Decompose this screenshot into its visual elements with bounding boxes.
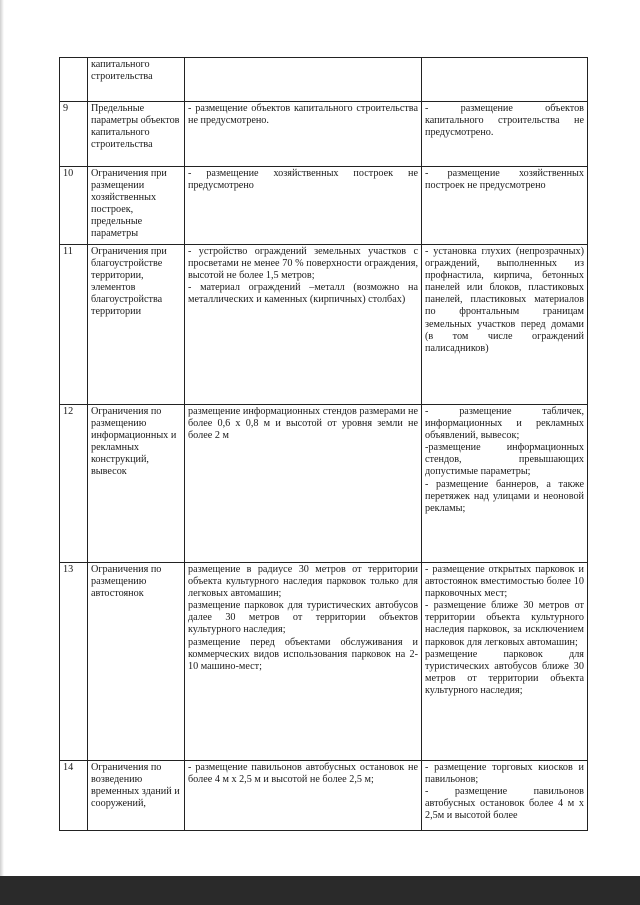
prohibited-cell: - размещение табличек, информационных и рекламных объявлений, вывесок; -размещение информационных стендов, превышающих допустимые параметры; - размещение баннеров, а также перетяжек над улицами и неоновой рекламы; [422,405,588,563]
table-row [60,245,588,405]
parameter-name: Ограничения по размещению информационных и рекламных конструкций, вывесок [88,405,185,563]
allowed-cell: размещение в радиусе 30 метров от территории объекта культурного наследия парковок только для легковых автомашин; размещение парковок для туристических автобусов далее 30 метров от территории объектов культурного наследия; размещение перед объектами обслуживания и коммерческих видов использования парковок на 2-10 машино-мест; [185,563,422,761]
parameter-name: Ограничения по размещению автостоянок [88,563,185,761]
table-row [60,58,588,102]
parameter-name: Ограничения при благоустройстве территории, элементов благоустройства территории [88,245,185,405]
allowed-cell: - устройство ограждений земельных участков с просветами не менее 70 % поверхности ограждения, высотой не более 1,5 метров; - материал ограждений –металл (возможно на металлических и каменных (кирпичных) столбах) [185,245,422,405]
table-row [60,167,588,245]
table-row [60,405,588,563]
prohibited-cell: - размещение объектов капитального строительства не предусмотрено. [422,102,588,167]
regulations-table [59,57,588,831]
allowed-cell: - размещение павильонов автобусных остановок не более 4 м х 2,5 м и высотой не более 2,5 м; [185,761,422,831]
scan-edge-shadow [0,0,4,905]
parameter-name: Предельные параметры объектов капитального строительства [88,102,185,167]
parameter-name: Ограничения по возведению временных зданий и сооружений, [88,761,185,831]
prohibited-cell: - установка глухих (непрозрачных) ограждений, выполненных из профнастила, кирпича, бетонных панелей или блоков, пластиковых панелей, пластиковых материалов по фронтальным границам земельных участков перед домами (в том числе ограждений палисадников) [422,245,588,405]
prohibited-cell: - размещение открытых парковок и автостоянок вместимостью более 10 парковочных мест; - размещение ближе 30 метров от территории объекта культурного наследия парковок, за исключением парковок для легковых автомашин; размещение парковок для туристических автобусов ближе 30 метров от территории объекта культурного наследия; [422,563,588,761]
allowed-cell: размещение информационных стендов размерами не более 0,6 х 0,8 м и высотой от уровня земли не более 2 м [185,405,422,563]
row-number: 14 [60,761,88,831]
allowed-cell: - размещение хозяйственных построек не предусмотрено [185,167,422,245]
allowed-cell: - размещение объектов капитального строительства не предусмотрено. [185,102,422,167]
allowed-cell [185,58,422,102]
table-row [60,102,588,167]
row-number: 10 [60,167,88,245]
parameter-name: Ограничения при размещении хозяйственных построек, предельные параметры [88,167,185,245]
table-row [60,563,588,761]
prohibited-cell: - размещение хозяйственных построек не предусмотрено [422,167,588,245]
row-number [60,58,88,102]
prohibited-cell: - размещение торговых киосков и павильонов; - размещение павильонов автобусных остановок более 4 м х 2,5м и высотой более [422,761,588,831]
row-number: 11 [60,245,88,405]
row-number: 13 [60,563,88,761]
parameter-name: капитального строительства [88,58,185,102]
row-number: 9 [60,102,88,167]
table-row [60,761,588,831]
prohibited-cell [422,58,588,102]
scan-bottom-border [0,876,640,905]
row-number: 12 [60,405,88,563]
